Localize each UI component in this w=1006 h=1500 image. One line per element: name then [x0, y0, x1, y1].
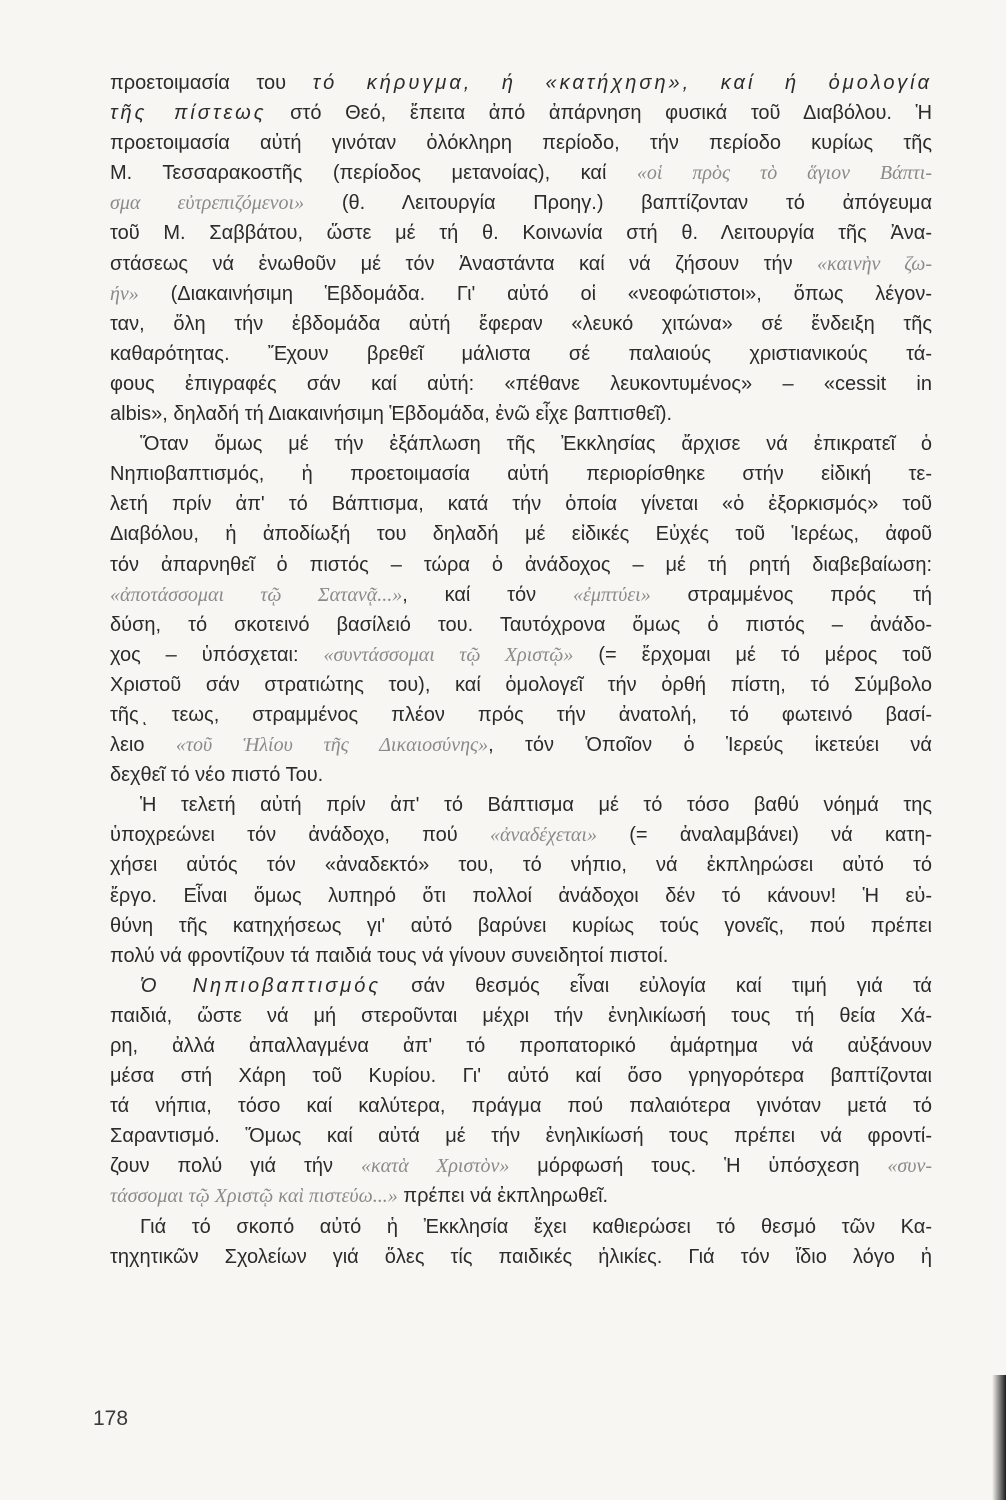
- text-line: [110, 128, 932, 158]
- text-run: πρέπει νά ἐκπληρωθεῖ.: [397, 1185, 609, 1208]
- text-run: Γιά τό σκοπό αὐτό ἡ Ἐκκλησία ἔχει καθιερώσει τό θεσμό τῶν Κα-: [140, 1215, 932, 1238]
- text-line: [110, 1242, 932, 1272]
- text-line: [110, 1061, 932, 1091]
- text-run: (Διακαινήσιμη Ἑβδομάδα. Γι' αὐτό οἱ «νεοφώτιστοι», ὅπως λέγον-: [138, 282, 932, 305]
- text-run: ἔργο. Εἶναι ὅμως λυπηρό ὅτι πολλοί ἀνάδοχοι δέν τό κάνουν! Ἡ εὐ-: [110, 884, 932, 907]
- text-run: (= ἔρχομαι μέ τό μέρος τοῦ: [573, 643, 932, 666]
- greek-quotation: «συντάσσομαι τῷ Χριστῷ»: [323, 643, 574, 666]
- text-line: [110, 1091, 932, 1121]
- text-run: θύνη τῆς κατηχήσεως γι' αὐτό βαρύνει κυρίως τούς γονεῖς, πού πρέπει: [110, 914, 932, 937]
- text-run: χήσει αὐτός τόν «ἀναδεκτό» του, τό νήπιο, νά ἐκπληρώσει αὐτό τό: [110, 854, 932, 877]
- text-run: προετοιμασία αὐτή γινόταν ὁλόκληρη περίοδο, τήν περίοδο κυρίως τῆς: [110, 132, 932, 155]
- text-run: , τόν Ὁποῖον ὁ Ἱερεύς ἱκετεύει νά: [488, 734, 932, 757]
- text-run: Χριστοῦ σάν στρατιώτης του), καί ὁμολογεῖ τήν ὀρθή πίστη, τό Σύμβολο: [110, 673, 932, 696]
- text-run: στό Θεό, ἔπειτα ἀπό ἀπάρνηση φυσικά τοῦ Διαβόλου. Ἡ: [266, 102, 932, 125]
- text-line: [110, 249, 932, 279]
- text-line: [110, 760, 932, 790]
- text-run: Ὅταν ὅμως μέ τήν ἐξάπλωση τῆς Ἐκκλησίας ἄρχισε νά ἐπικρατεῖ ὁ: [140, 433, 932, 456]
- greek-quotation: «ἐμπτύει»: [572, 583, 651, 606]
- text-line: [110, 158, 932, 188]
- text-line: [110, 580, 932, 610]
- text-line: [110, 68, 932, 98]
- greek-quotation: «τοῦ Ἡλίου τῆς Δικαιοσύνης»: [175, 734, 489, 757]
- text-line: [110, 550, 932, 580]
- text-line: [110, 489, 932, 519]
- text-run: ρη, ἀλλά ἀπαλλαγμένα ἀπ' τό προπατορικό ἁμάρτημα νά αὐξάνουν: [110, 1035, 932, 1057]
- text-run: Μ. Τεσσαρακοστῆς (περίοδος μετανοίας), καί: [110, 162, 637, 185]
- text-run: προετοιμασία του: [110, 72, 313, 94]
- text-run: τηχητικῶν Σχολείων γιά ὅλες τίς παιδικές ἡλικίες. Γιά τόν ἴδιο λόγο ἡ: [110, 1245, 932, 1268]
- text-run: (= ἀναλαμβάνει) νά κατη-: [596, 824, 932, 847]
- spaced-emphasis: Ὁ Νηπιοβαπτισμός: [140, 974, 382, 997]
- text-run: μέσα στή Χάρη τοῦ Κυρίου. Γι' αὐτό καί ὅσο γρηγορότερα βαπτίζονται: [110, 1065, 932, 1088]
- spaced-emphasis: τῆς πίστεως: [110, 102, 267, 125]
- text-run: παιδιά, ὥστε νά μή στεροῦνται μέχρι τήν ἐνηλικίωσή τους τή θεία Χά-: [110, 1004, 932, 1027]
- text-line: [110, 459, 932, 489]
- body-text: [110, 68, 932, 1272]
- text-run: Διαβόλου, ἡ ἀποδίωξή του δηλαδή μέ εἰδικές Εὐχές τοῦ Ἱερέως, ἀφοῦ: [110, 523, 932, 546]
- text-line: [110, 218, 932, 248]
- greek-quotation: «καινὴν ζω-: [817, 252, 932, 275]
- text-run: ταν, ὅλη τήν ἑβδομάδα αὐτή ἔφεραν «λευκό χιτώνα» σέ ἔνδειξη τῆς: [110, 312, 932, 335]
- text-line: [110, 339, 932, 369]
- spaced-emphasis: τό κήρυγμα, ή «κατήχηση», καί ή ὁμολογία: [312, 72, 933, 94]
- text-run: albis», δηλαδή τή Διακαινήσιμη Ἑβδομάδα, ἐνῶ εἶχε βαπτισθεῖ).: [110, 403, 673, 426]
- greek-quotation: «συν-: [887, 1155, 932, 1178]
- text-run: καθαρότητας. Ἔχουν βρεθεῖ μάλιστα σέ παλαιούς χριστιανικούς τά-: [110, 342, 932, 365]
- text-line: [110, 971, 932, 1001]
- text-line: [110, 850, 932, 880]
- text-line: [110, 399, 932, 429]
- greek-quotation: σμα εὐτρεπιζόμενοι»: [110, 192, 305, 215]
- text-run: Νηπιοβαπτισμός, ἡ προετοιμασία αὐτή περιορίσθηκε στήν εἰδική τε-: [110, 463, 932, 486]
- text-run: ζουν πολύ γιά τήν: [110, 1155, 361, 1178]
- text-line: [110, 1121, 932, 1151]
- text-line: [110, 188, 932, 218]
- text-line: [110, 790, 932, 820]
- greek-quotation: ήν»: [110, 282, 139, 305]
- text-run: τοῦ Μ. Σαββάτου, ὥστε μέ τή θ. Κοινωνία στή θ. Λειτουργία τῆς Ἀνα-: [110, 222, 932, 245]
- text-run: στάσεως νά ἑνωθοῦν μέ τόν Ἀναστάντα καί νά ζήσουν τήν: [110, 252, 818, 275]
- text-line: [110, 279, 932, 309]
- text-run: λειο: [110, 734, 176, 757]
- text-line: [110, 1031, 932, 1061]
- text-line: [110, 911, 932, 941]
- page-number: 178: [93, 1407, 129, 1430]
- text-line: [110, 670, 932, 700]
- text-line: [110, 941, 932, 971]
- text-line: [110, 700, 932, 730]
- greek-quotation: «ἀναδέχεται»: [490, 824, 597, 847]
- text-line: [110, 730, 932, 760]
- text-line: [110, 820, 932, 850]
- text-run: Ἡ τελετή αὐτή πρίν ἀπ' τό Βάπτισμα μέ τό τόσο βαθύ νόημά της: [140, 794, 932, 817]
- text-run: φους ἐπιγραφές σάν καί αὐτή: «πέθανε λευκοντυμένος» – «cessit in: [110, 372, 932, 395]
- text-run: μόρφωσή τους. Ἡ ὑπόσχεση: [509, 1155, 888, 1178]
- greek-quotation: «οἱ πρὸς τὸ ἅγιον Βάπτι-: [636, 162, 932, 185]
- text-line: [110, 610, 932, 640]
- text-run: τά νήπια, τόσο καί καλύτερα, πράγμα πού παλαιότερα γινόταν μετά τό: [110, 1095, 932, 1118]
- text-line: [110, 1181, 932, 1211]
- text-run: ὑποχρεώνει τόν ἀνάδοχο, πού: [110, 824, 491, 847]
- greek-quotation: «κατὰ Χριστὸν»: [360, 1155, 510, 1178]
- text-run: δεχθεῖ τό νέο πιστό Του.: [110, 764, 324, 787]
- text-run: δύση, τό σκοτεινό βασίλειό του. Ταυτόχρονα ὅμως ὁ πιστός – ἀνάδο-: [110, 613, 932, 636]
- text-line: [110, 881, 932, 911]
- text-run: , καί τόν: [402, 583, 573, 606]
- text-line: [110, 369, 932, 399]
- text-line: [110, 640, 932, 670]
- text-run: στραμμένος πρός τή: [650, 583, 933, 606]
- text-run: χος – ὑπόσχεται:: [110, 643, 324, 666]
- text-line: [110, 1151, 932, 1181]
- text-line: [110, 1001, 932, 1031]
- text-run: Σαραντισμό. Ὅμως καί αὐτά μέ τήν ἐνηλικίωσή τους πρέπει νά φροντί-: [110, 1125, 932, 1148]
- text-run: τόν ἀπαρνηθεῖ ὁ πιστός – τώρα ὁ ἀνάδοχος – μέ τή ρητή διαβεβαίωση:: [110, 553, 932, 576]
- text-line: [110, 519, 932, 549]
- text-line: [110, 98, 932, 128]
- text-run: (θ. Λειτουργία Προηγ.) βαπτίζονταν τό ἀπόγευμα: [304, 192, 933, 215]
- text-line: [110, 309, 932, 339]
- text-run: τῆς ͅτεως, στραμμένος πλέον πρός τήν ἀνατολή, τό φωτεινό βασί-: [110, 703, 932, 726]
- page-edge-shadow: [992, 1375, 1006, 1500]
- text-run: σάν θεσμός εἶναι εὐλογία καί τιμή γιά τά: [381, 974, 932, 997]
- greek-quotation: «ἀποτάσσομαι τῷ Σατανᾷ...»: [110, 583, 403, 606]
- text-run: πολύ νά φροντίζουν τά παιδιά τους νά γίνουν συνειδητοί πιστοί.: [110, 944, 669, 967]
- text-line: [110, 429, 932, 459]
- greek-quotation: τάσσομαι τῷ Χριστῷ καὶ πιστεύω...»: [110, 1185, 398, 1208]
- text-line: [110, 1212, 932, 1242]
- text-run: λετή πρίν ἀπ' τό Βάπτισμα, κατά τήν ὁποία γίνεται «ὁ ἐξορκισμός» τοῦ: [110, 493, 932, 516]
